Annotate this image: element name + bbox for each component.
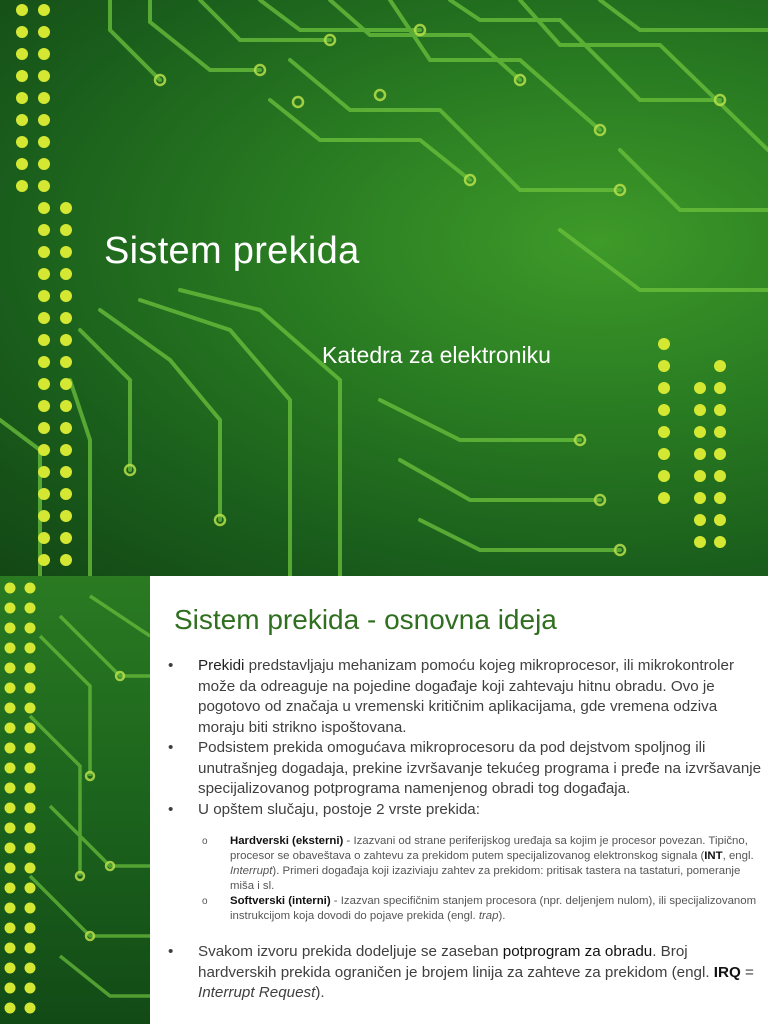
- sub-term: Hardverski (eksterni): [230, 835, 344, 847]
- sub-text: ). Primeri događaja koji izaziviaju zahtev za prekidom: pritisak tastera na tastaturi, pomeranje miša i sl.: [230, 865, 741, 892]
- content-slide: [0, 576, 768, 1024]
- bullet-glyph: •: [168, 800, 174, 818]
- bullet-text: ).: [315, 984, 325, 1001]
- trap-term: trap: [478, 910, 499, 922]
- bullet-term: Prekidi: [198, 657, 245, 674]
- sub-bullet-glyph: o: [202, 836, 208, 847]
- irq-abbr: IRQ: [713, 963, 741, 981]
- sub-text: ).: [498, 910, 506, 922]
- bullet-glyph: •: [168, 657, 174, 674]
- sub-bullet-glyph: o: [202, 896, 208, 907]
- bullet-text: =: [740, 963, 754, 981]
- slide-title: Sistem prekida: [104, 230, 360, 272]
- sub-text: , engl.: [722, 850, 754, 862]
- sub-term: Softverski (interni): [230, 895, 331, 907]
- bullet-item-podsistem: [168, 738, 764, 800]
- circuit-side-strip: [0, 576, 150, 1024]
- bullet-list: [168, 656, 764, 1004]
- bullet-glyph: •: [168, 739, 174, 756]
- bullet-item-izvor: [168, 942, 764, 1004]
- content-slide-title: Sistem prekida - osnovna ideja: [174, 604, 557, 635]
- slide-content: [150, 576, 768, 1024]
- interrupt-request-term: Interrupt Request: [198, 984, 316, 1001]
- sub-text: - Izazvani od strane periferijskog uređaja sa kojim je procesor povezan. Tipično, procesor se obaveštava o zahtevu za prekidom putem specijalizovanog elektronskog signala (: [230, 835, 748, 862]
- interrupt-term: Interrupt: [230, 865, 273, 877]
- bullet-term: potprogram za obradu: [502, 943, 653, 960]
- bullet-item-prekidi: [168, 656, 764, 738]
- bullet-text: predstavljaju mehanizam pomoću kojeg mikroprocesor, ili mikrokontroler može da odreaguje na pojedine događaje koji zahtevaju hitnu obradu. Ovo je pogotovo od značaja u vremenski kritičnim aplikacijama, gde vremena odziva moraju biti strikno ispoštovana.: [198, 657, 735, 736]
- circuit-strip-art: [0, 576, 150, 1024]
- bullet-text: Svakom izvoru prekida dodeljuje se zaseban: [198, 943, 503, 960]
- sub-item-softverski: [168, 894, 764, 924]
- int-abbr: INT: [704, 850, 723, 862]
- bullet-text: Podsistem prekida omogućava mikroprocesoru da pod dejstvom spoljnog ili unutrašnjeg dogadaja, prekine izvršavanje tekućeg programa i pređe na izvršavanje specijalizovanog potprograma namenjenog obradi tog događaja.: [198, 739, 762, 797]
- bullet-text: . Broj hardverskih prekida ograničen je brojem linija za zahteve za prekidom (engl.: [198, 943, 714, 981]
- sub-item-hardverski: [168, 834, 764, 894]
- sub-text: - Izazvan specifičnim stanjem procesora (npr. deljenjem nulom), ili specijalizovanom instrukcijom koja dovodi do pojave prekida (engl.: [230, 895, 757, 922]
- bullet-item-vrste: [168, 800, 764, 821]
- bullet-text: U opštem slučaju, postoje 2 vrste prekida:: [198, 800, 480, 818]
- bullet-glyph: •: [168, 943, 174, 960]
- slide-subtitle: Katedra za elektroniku: [322, 342, 551, 368]
